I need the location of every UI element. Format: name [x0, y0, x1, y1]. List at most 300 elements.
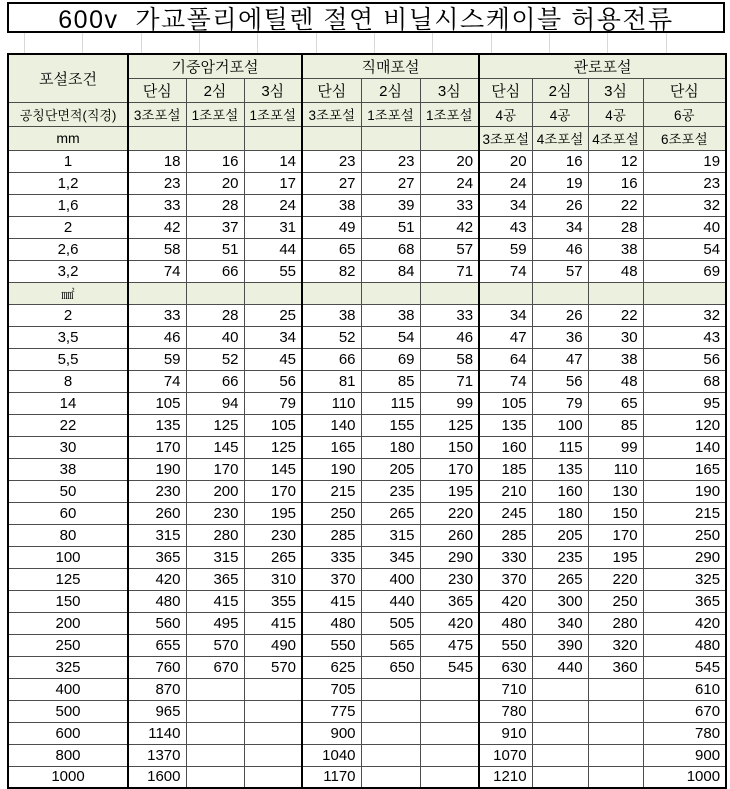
ampacity-value-cell: 170 — [588, 524, 643, 546]
ampacity-value-cell: 24 — [420, 172, 479, 194]
ampacity-value-cell: 66 — [302, 348, 361, 370]
ampacity-value-cell: 480 — [643, 634, 726, 656]
size-cell: 80 — [8, 524, 128, 546]
ampacity-value-cell: 140 — [302, 414, 361, 436]
ampacity-value-cell: 44 — [244, 238, 302, 260]
ampacity-value-cell: 105 — [479, 392, 532, 414]
size-cell: 600 — [8, 722, 128, 744]
ampacity-value-cell: 43 — [479, 216, 532, 238]
ampacity-value-cell: 280 — [588, 612, 643, 634]
size-cell: 5,5 — [8, 348, 128, 370]
ampacity-value-cell: 71 — [420, 260, 479, 282]
table-row — [8, 700, 726, 722]
ampacity-value-cell: 135 — [479, 414, 532, 436]
table-row — [8, 634, 726, 656]
ampacity-value-cell: 265 — [244, 546, 302, 568]
ampacity-value-cell: 570 — [186, 634, 244, 656]
ampacity-value-cell: 23 — [643, 172, 726, 194]
ampacity-value-cell: 155 — [361, 414, 420, 436]
ampacity-value-cell: 480 — [302, 612, 361, 634]
table-row — [8, 458, 726, 480]
ampacity-value-cell — [420, 678, 479, 700]
ampacity-value-cell: 16 — [186, 150, 244, 172]
ampacity-value-cell: 38 — [588, 238, 643, 260]
ampacity-value-cell: 170 — [244, 480, 302, 502]
ampacity-value-cell: 17 — [244, 172, 302, 194]
ampacity-value-cell: 480 — [128, 590, 186, 612]
conduit-arrangement-header — [186, 126, 244, 150]
ampacity-value-cell: 250 — [302, 502, 361, 524]
ampacity-value-cell: 285 — [479, 524, 532, 546]
table-row — [8, 480, 726, 502]
size-cell: 2 — [8, 216, 128, 238]
ampacity-value-cell: 355 — [244, 590, 302, 612]
size-cell: 3,2 — [8, 260, 128, 282]
size-cell: 1,6 — [8, 194, 128, 216]
ampacity-value-cell: 52 — [186, 348, 244, 370]
ampacity-value-cell: 33 — [420, 304, 479, 326]
ampacity-value-cell — [361, 744, 420, 766]
ampacity-value-cell: 57 — [532, 260, 588, 282]
ampacity-value-cell: 125 — [420, 414, 479, 436]
core-count-header: 2심 — [186, 78, 244, 102]
ampacity-value-cell: 100 — [532, 414, 588, 436]
spreadsheet — [7, 2, 725, 789]
ampacity-value-cell: 59 — [479, 238, 532, 260]
ampacity-value-cell: 310 — [244, 568, 302, 590]
table-row — [8, 238, 726, 260]
size-cell: 400 — [8, 678, 128, 700]
ampacity-value-cell — [532, 722, 588, 744]
unit-band-cell — [302, 282, 361, 304]
ampacity-value-cell: 545 — [643, 656, 726, 678]
arrangement-header: 4공 — [588, 102, 643, 126]
size-cell: 250 — [8, 634, 128, 656]
ampacity-value-cell: 125 — [244, 436, 302, 458]
ampacity-value-cell: 47 — [479, 326, 532, 348]
ampacity-value-cell: 705 — [302, 678, 361, 700]
ampacity-value-cell: 565 — [361, 634, 420, 656]
ampacity-value-cell: 36 — [532, 326, 588, 348]
ampacity-value-cell: 20 — [420, 150, 479, 172]
ampacity-value-cell: 43 — [643, 326, 726, 348]
conduit-arrangement-header — [361, 126, 420, 150]
ampacity-value-cell: 440 — [361, 590, 420, 612]
size-cell: 125 — [8, 568, 128, 590]
core-count-header: 단심 — [643, 78, 726, 102]
size-cell: 200 — [8, 612, 128, 634]
ampacity-value-cell: 99 — [588, 436, 643, 458]
unit-band-cell — [361, 282, 420, 304]
core-count-header: 3심 — [244, 78, 302, 102]
ampacity-value-cell: 115 — [532, 436, 588, 458]
ampacity-value-cell: 900 — [302, 722, 361, 744]
ampacity-value-cell: 42 — [128, 216, 186, 238]
ampacity-value-cell — [532, 700, 588, 722]
ampacity-value-cell: 74 — [479, 370, 532, 392]
ampacity-value-cell: 25 — [244, 304, 302, 326]
ampacity-value-cell: 1040 — [302, 744, 361, 766]
ampacity-value-cell — [244, 722, 302, 744]
header-row-conduit-arrangement — [8, 126, 726, 150]
size-cell: 38 — [8, 458, 128, 480]
ampacity-value-cell: 55 — [244, 260, 302, 282]
ampacity-value-cell: 1170 — [302, 766, 361, 788]
ampacity-value-cell — [588, 700, 643, 722]
ampacity-value-cell: 56 — [532, 370, 588, 392]
ampacity-value-cell: 40 — [186, 326, 244, 348]
ampacity-value-cell: 26 — [532, 194, 588, 216]
ampacity-value-cell — [361, 722, 420, 744]
conduit-arrangement-header — [244, 126, 302, 150]
ampacity-value-cell: 165 — [643, 458, 726, 480]
ampacity-value-cell: 400 — [361, 568, 420, 590]
ampacity-value-cell: 48 — [588, 370, 643, 392]
arrangement-header: 1조포설 — [186, 102, 244, 126]
ampacity-value-cell: 94 — [186, 392, 244, 414]
ampacity-value-cell: 79 — [532, 392, 588, 414]
ampacity-value-cell: 1600 — [128, 766, 186, 788]
ampacity-value-cell: 34 — [532, 216, 588, 238]
ampacity-value-cell: 610 — [643, 678, 726, 700]
size-cell: 100 — [8, 546, 128, 568]
ampacity-value-cell: 33 — [128, 304, 186, 326]
ampacity-value-cell: 34 — [479, 194, 532, 216]
ampacity-value-cell: 26 — [532, 304, 588, 326]
ampacity-value-cell: 120 — [643, 414, 726, 436]
ampacity-value-cell: 760 — [128, 656, 186, 678]
ampacity-value-cell: 415 — [302, 590, 361, 612]
ampacity-value-cell: 235 — [532, 546, 588, 568]
conduit-arrangement-header — [128, 126, 186, 150]
ampacity-value-cell: 115 — [361, 392, 420, 414]
core-count-header: 3심 — [588, 78, 643, 102]
table-row — [8, 370, 726, 392]
ampacity-value-cell: 22 — [588, 194, 643, 216]
ampacity-value-cell — [588, 722, 643, 744]
ampacity-value-cell: 345 — [361, 546, 420, 568]
ampacity-value-cell: 550 — [302, 634, 361, 656]
ampacity-value-cell: 110 — [302, 392, 361, 414]
table-row — [8, 744, 726, 766]
ampacity-value-cell: 420 — [420, 612, 479, 634]
table-row — [8, 172, 726, 194]
ampacity-value-cell: 205 — [361, 458, 420, 480]
ampacity-value-cell: 19 — [643, 150, 726, 172]
arrangement-header: 1조포설 — [420, 102, 479, 126]
ampacity-value-cell: 170 — [128, 436, 186, 458]
ampacity-value-cell: 84 — [361, 260, 420, 282]
ampacity-value-cell: 630 — [479, 656, 532, 678]
ampacity-value-cell: 710 — [479, 678, 532, 700]
ampacity-value-cell: 560 — [128, 612, 186, 634]
ampacity-value-cell: 365 — [186, 568, 244, 590]
ampacity-value-cell: 59 — [128, 348, 186, 370]
size-cell: 800 — [8, 744, 128, 766]
ampacity-value-cell: 265 — [361, 502, 420, 524]
ampacity-value-cell: 210 — [479, 480, 532, 502]
unit-band-cell — [479, 282, 532, 304]
ampacity-value-cell: 20 — [186, 172, 244, 194]
ampacity-value-cell: 105 — [244, 414, 302, 436]
ampacity-value-cell: 79 — [244, 392, 302, 414]
ampacity-value-cell: 780 — [479, 700, 532, 722]
group-header-conduit: 관로포설 — [479, 54, 726, 78]
ampacity-value-cell: 190 — [128, 458, 186, 480]
ampacity-value-cell: 480 — [479, 612, 532, 634]
ampacity-value-cell: 14 — [244, 150, 302, 172]
size-cell: 3,5 — [8, 326, 128, 348]
arrangement-header: 3조포설 — [302, 102, 361, 126]
ampacity-value-cell: 390 — [532, 634, 588, 656]
ampacity-value-cell: 320 — [588, 634, 643, 656]
table-row — [8, 568, 726, 590]
conduit-arrangement-header: 3조포설 — [479, 126, 532, 150]
ampacity-value-cell: 145 — [186, 436, 244, 458]
ampacity-value-cell — [588, 678, 643, 700]
ampacity-value-cell: 870 — [128, 678, 186, 700]
arrangement-header: 3조포설 — [128, 102, 186, 126]
ampacity-value-cell: 54 — [643, 238, 726, 260]
conduit-arrangement-header — [302, 126, 361, 150]
ampacity-value-cell: 46 — [420, 326, 479, 348]
ampacity-value-cell: 230 — [186, 502, 244, 524]
ampacity-value-cell: 145 — [244, 458, 302, 480]
ampacity-value-cell — [420, 700, 479, 722]
ampacity-value-cell: 545 — [420, 656, 479, 678]
table-row — [8, 414, 726, 436]
conduit-arrangement-header — [420, 126, 479, 150]
ampacity-value-cell: 47 — [532, 348, 588, 370]
ampacity-value-cell: 135 — [532, 458, 588, 480]
ampacity-value-cell: 170 — [420, 458, 479, 480]
unit-band-cell — [244, 282, 302, 304]
ampacity-value-cell: 71 — [420, 370, 479, 392]
ampacity-value-cell: 315 — [128, 524, 186, 546]
unit-mm-label: mm — [8, 126, 128, 150]
group-header-direct-burial: 직매포설 — [302, 54, 479, 78]
ampacity-value-cell: 95 — [643, 392, 726, 414]
area-header: 공칭단면적(직경) — [8, 102, 128, 126]
ampacity-value-cell: 30 — [588, 326, 643, 348]
ampacity-value-cell: 195 — [244, 502, 302, 524]
unit-band-cell — [128, 282, 186, 304]
ampacity-value-cell: 165 — [302, 436, 361, 458]
ampacity-value-cell: 290 — [420, 546, 479, 568]
ampacity-value-cell: 22 — [588, 304, 643, 326]
ampacity-value-cell: 28 — [588, 216, 643, 238]
ampacity-value-cell — [361, 700, 420, 722]
ampacity-value-cell: 195 — [420, 480, 479, 502]
ampacity-value-cell: 150 — [588, 502, 643, 524]
size-cell: 8 — [8, 370, 128, 392]
size-cell: 1,2 — [8, 172, 128, 194]
ampacity-value-cell: 330 — [479, 546, 532, 568]
ampacity-value-cell — [186, 722, 244, 744]
ampacity-value-cell: 20 — [479, 150, 532, 172]
ampacity-value-cell: 190 — [302, 458, 361, 480]
size-cell: 14 — [8, 392, 128, 414]
ampacity-value-cell: 1210 — [479, 766, 532, 788]
core-count-header: 단심 — [479, 78, 532, 102]
ampacity-value-cell: 23 — [128, 172, 186, 194]
ampacity-value-cell: 230 — [420, 568, 479, 590]
ampacity-value-cell: 200 — [186, 480, 244, 502]
ampacity-value-cell: 185 — [479, 458, 532, 480]
ampacity-value-cell: 140 — [643, 436, 726, 458]
size-cell: 50 — [8, 480, 128, 502]
arrangement-header: 4공 — [532, 102, 588, 126]
size-cell: 150 — [8, 590, 128, 612]
ampacity-value-cell: 69 — [361, 348, 420, 370]
ampacity-value-cell: 420 — [643, 612, 726, 634]
ampacity-value-cell — [186, 700, 244, 722]
ampacity-value-cell: 33 — [420, 194, 479, 216]
ampacity-value-cell: 220 — [588, 568, 643, 590]
ampacity-value-cell: 365 — [128, 546, 186, 568]
ampacity-value-cell: 32 — [643, 304, 726, 326]
ampacity-value-cell: 56 — [244, 370, 302, 392]
table-row — [8, 612, 726, 634]
ampacity-value-cell: 16 — [532, 150, 588, 172]
ampacity-value-cell: 420 — [128, 568, 186, 590]
ampacity-value-cell: 625 — [302, 656, 361, 678]
ampacity-value-cell: 58 — [128, 238, 186, 260]
ampacity-value-cell: 85 — [361, 370, 420, 392]
ampacity-value-cell: 360 — [588, 656, 643, 678]
ampacity-value-cell — [420, 744, 479, 766]
ampacity-value-cell: 135 — [128, 414, 186, 436]
ampacity-value-cell: 12 — [588, 150, 643, 172]
condition-header: 포설조건 — [8, 54, 128, 102]
ampacity-value-cell: 570 — [244, 656, 302, 678]
ampacity-value-cell: 24 — [244, 194, 302, 216]
ampacity-value-cell: 32 — [643, 194, 726, 216]
ampacity-value-cell: 265 — [532, 568, 588, 590]
ampacity-value-cell: 74 — [128, 370, 186, 392]
size-cell: 1 — [8, 150, 128, 172]
ampacity-value-cell — [186, 744, 244, 766]
ampacity-value-cell: 57 — [420, 238, 479, 260]
ampacity-value-cell — [420, 722, 479, 744]
ampacity-value-cell: 370 — [479, 568, 532, 590]
ampacity-value-cell: 37 — [186, 216, 244, 238]
unit-mm2-label: ㎟ — [8, 282, 128, 304]
ampacity-value-cell: 325 — [643, 568, 726, 590]
table-row — [8, 194, 726, 216]
ampacity-value-cell: 550 — [479, 634, 532, 656]
size-cell: 60 — [8, 502, 128, 524]
ampacity-value-cell: 24 — [479, 172, 532, 194]
ampacity-value-cell: 205 — [532, 524, 588, 546]
table-row — [8, 656, 726, 678]
table-row — [8, 260, 726, 282]
ampacity-value-cell: 16 — [588, 172, 643, 194]
arrangement-header: 1조포설 — [361, 102, 420, 126]
size-cell: 325 — [8, 656, 128, 678]
ampacity-value-cell: 69 — [643, 260, 726, 282]
ampacity-value-cell: 250 — [643, 524, 726, 546]
ampacity-value-cell: 215 — [643, 502, 726, 524]
ampacity-value-cell: 475 — [420, 634, 479, 656]
core-count-header: 단심 — [302, 78, 361, 102]
arrangement-header: 1조포설 — [244, 102, 302, 126]
ampacity-value-cell: 74 — [479, 260, 532, 282]
ampacity-value-cell: 105 — [128, 392, 186, 414]
ampacity-value-cell: 51 — [186, 238, 244, 260]
ampacity-value-cell: 46 — [128, 326, 186, 348]
size-cell: 30 — [8, 436, 128, 458]
group-header-air-duct: 기중암거포설 — [128, 54, 302, 78]
ampacity-value-cell: 245 — [479, 502, 532, 524]
ampacity-value-cell: 290 — [643, 546, 726, 568]
ampacity-value-cell: 160 — [479, 436, 532, 458]
unit-band-cell — [588, 282, 643, 304]
ampacity-value-cell: 170 — [186, 458, 244, 480]
size-cell: 1000 — [8, 766, 128, 788]
ampacity-value-cell: 27 — [302, 172, 361, 194]
ampacity-value-cell: 190 — [643, 480, 726, 502]
table-row — [8, 502, 726, 524]
ampacity-value-cell: 68 — [361, 238, 420, 260]
ampacity-value-cell: 440 — [532, 656, 588, 678]
table-row — [8, 348, 726, 370]
ampacity-value-cell: 81 — [302, 370, 361, 392]
ampacity-value-cell: 74 — [128, 260, 186, 282]
ampacity-value-cell: 1070 — [479, 744, 532, 766]
ampacity-value-cell: 51 — [361, 216, 420, 238]
table-row — [8, 722, 726, 744]
ampacity-value-cell: 420 — [479, 590, 532, 612]
ampacity-value-cell: 28 — [186, 194, 244, 216]
ampacity-value-cell: 31 — [244, 216, 302, 238]
ampacity-value-cell: 23 — [302, 150, 361, 172]
ampacity-value-cell: 38 — [302, 194, 361, 216]
ampacity-value-cell: 46 — [532, 238, 588, 260]
core-count-header: 2심 — [532, 78, 588, 102]
header-row-groups — [8, 54, 726, 78]
ampacity-value-cell: 58 — [420, 348, 479, 370]
ampacity-value-cell — [186, 678, 244, 700]
ampacity-value-cell — [244, 744, 302, 766]
ampacity-value-cell: 220 — [420, 502, 479, 524]
conduit-arrangement-header: 4조포설 — [532, 126, 588, 150]
unit-band-cell — [420, 282, 479, 304]
table-title: 600v 가교폴리에틸렌 절연 비닐시스케이블 허용전류 — [7, 2, 725, 33]
ampacity-value-cell: 285 — [302, 524, 361, 546]
ampacity-value-cell: 39 — [361, 194, 420, 216]
conduit-arrangement-header: 4조포설 — [588, 126, 643, 150]
ampacity-value-cell — [532, 744, 588, 766]
ampacity-value-cell — [532, 678, 588, 700]
ampacity-value-cell: 56 — [643, 348, 726, 370]
arrangement-header: 6공 — [643, 102, 726, 126]
ampacity-value-cell: 110 — [588, 458, 643, 480]
ampacity-value-cell: 215 — [302, 480, 361, 502]
ampacity-value-cell: 180 — [532, 502, 588, 524]
ampacity-value-cell: 260 — [128, 502, 186, 524]
ampacity-value-cell: 230 — [128, 480, 186, 502]
size-cell: 22 — [8, 414, 128, 436]
core-count-header: 단심 — [128, 78, 186, 102]
ampacity-value-cell: 365 — [643, 590, 726, 612]
ampacity-value-cell: 42 — [420, 216, 479, 238]
ampacity-value-cell: 195 — [588, 546, 643, 568]
unit-band-cell — [643, 282, 726, 304]
ampacity-value-cell: 82 — [302, 260, 361, 282]
ampacity-value-cell — [244, 700, 302, 722]
ampacity-value-cell: 900 — [643, 744, 726, 766]
